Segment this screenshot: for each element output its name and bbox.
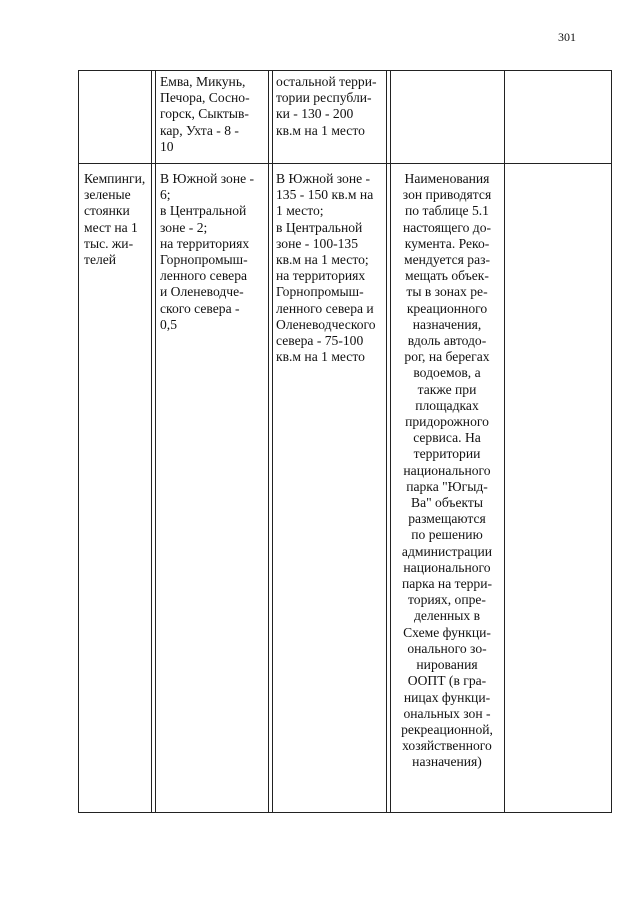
table-cell-area: остальной терри- тории республи- ки - 130 - 200 кв.м на 1 место	[276, 74, 377, 138]
table-cell-area: В Южной зоне - 135 - 150 кв.м на 1 место; в Центральной зоне - 100-135 кв.м на 1 место; на территориях Горнопромыш- ленного севера и Оленеводческого севера - 75-100 кв.м на 1 место	[276, 171, 376, 365]
table-line-col3	[386, 70, 387, 812]
table-line-right	[611, 70, 612, 812]
table-cell-notes: Наименования зон приводятся по таблице 5.1 настоящего до- кумента. Реко- мендуется раз- мещать объек- ты в зонах ре- креационного назначения, вдоль автодо- рог, на берегах водоемов, а также при площадках придорожного сервиса. На территории национального парка "Югыд- Ва" объекты размещаются по решению администрации национального парка на терри- ториях, опре- деленных в Схеме функци- онального зо- нирования ООПТ (в гра- ницах функци- ональных зон - рекреационной, хозяйственного назначения)	[401, 171, 493, 770]
table-cell-object: Кемпинги, зеленые стоянки мест на 1 тыс. жи- телей	[84, 171, 146, 268]
table-cell-capacity: Емва, Микунь, Печора, Сосно- горск, Сыктыв- кар, Ухта - 8 - 10	[160, 74, 250, 154]
table-line-top	[78, 70, 612, 71]
table-line-col2b	[272, 70, 273, 812]
table-line-left	[78, 70, 79, 812]
table-line-col2	[268, 70, 269, 812]
table-line-bottom	[78, 812, 612, 813]
table-cell-capacity: В Южной зоне - 6; в Центральной зоне - 2; на территориях Горнопромыш- ленного севера и Оленеводче- ского севера - 0,5	[160, 171, 255, 332]
table-line-row-separator	[78, 163, 612, 164]
page-number: 301	[558, 30, 576, 44]
table-line-col4	[504, 70, 505, 812]
table-line-col1	[151, 70, 152, 812]
table-line-col1b	[155, 70, 156, 812]
